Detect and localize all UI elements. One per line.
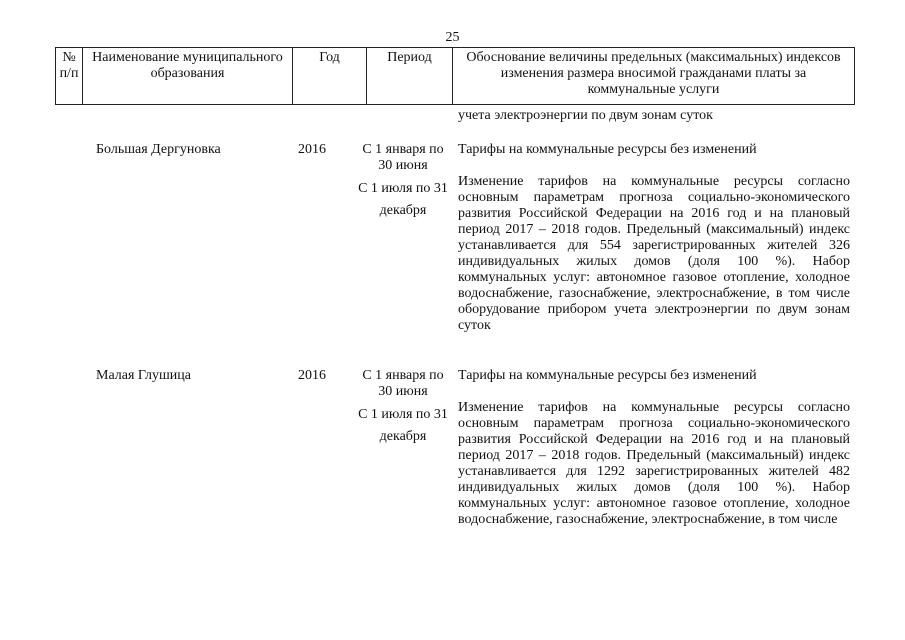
- row-basis: [458, 368, 850, 528]
- row-basis: [458, 142, 850, 334]
- header-municipality: Наименование муниципального образования: [83, 48, 293, 104]
- page-number: 25: [445, 30, 460, 45]
- basis-second-half: Изменение тарифов на коммунальные ресурсы согласно основным параметрам прогноза социально-экономического развития Российской Федерации на 2016 год и на плановый период 2017 – 2018 годов. Предельный (максимальный) индекс устанавливается для 554 зарегистрированных жителей 326 индивидуальных жилых домов (доля 100 %). Набор коммунальных услуг: автономное газовое отопление, холодное водоснабжение, газоснабжение, электроснабжение, в том числе оборудование прибором учета электроэнергии по двум зонам суток: [458, 174, 850, 333]
- row-year: 2016: [298, 368, 326, 383]
- header-number: № п/п: [56, 48, 83, 104]
- municipality-name: Малая Глушица: [96, 368, 191, 383]
- period-first-half: С 1 января по 30 июня: [362, 368, 444, 399]
- table-header: [55, 47, 855, 105]
- continuation-text: учета электроэнергии по двум зонам суток: [458, 108, 713, 123]
- period-first-half: С 1 января по 30 июня: [362, 142, 444, 173]
- basis-first-half: Тарифы на коммунальные ресурсы без изменений: [458, 368, 757, 383]
- row-period: [358, 142, 448, 222]
- header-basis: Обоснование величины предельных (максимальных) индексов изменения размера вносимой гражданами платы за коммунальные услуги: [466, 50, 841, 97]
- header-year: Год: [293, 48, 367, 104]
- municipality-name: Большая Дергуновка: [96, 142, 221, 157]
- period-second-half: С 1 июля по 31 декабря: [358, 407, 448, 444]
- basis-second-half: Изменение тарифов на коммунальные ресурсы согласно основным параметрам прогноза социально-экономического развития Российской Федерации на 2016 год и на плановый период 2017 – 2018 годов. Предельный (максимальный) индекс устанавливается для 1292 зарегистрированных жителей 482 индивидуальных жилых домов (доля 100 %). Набор коммунальных услуг: автономное газовое отопление, холодное водоснабжение, газоснабжение, электроснабжение, в том числе: [458, 400, 850, 527]
- header-period: Период: [367, 48, 453, 104]
- basis-first-half: Тарифы на коммунальные ресурсы без изменений: [458, 142, 757, 157]
- row-year: 2016: [298, 142, 326, 157]
- period-second-half: С 1 июля по 31 декабря: [358, 181, 448, 218]
- row-period: [358, 368, 448, 448]
